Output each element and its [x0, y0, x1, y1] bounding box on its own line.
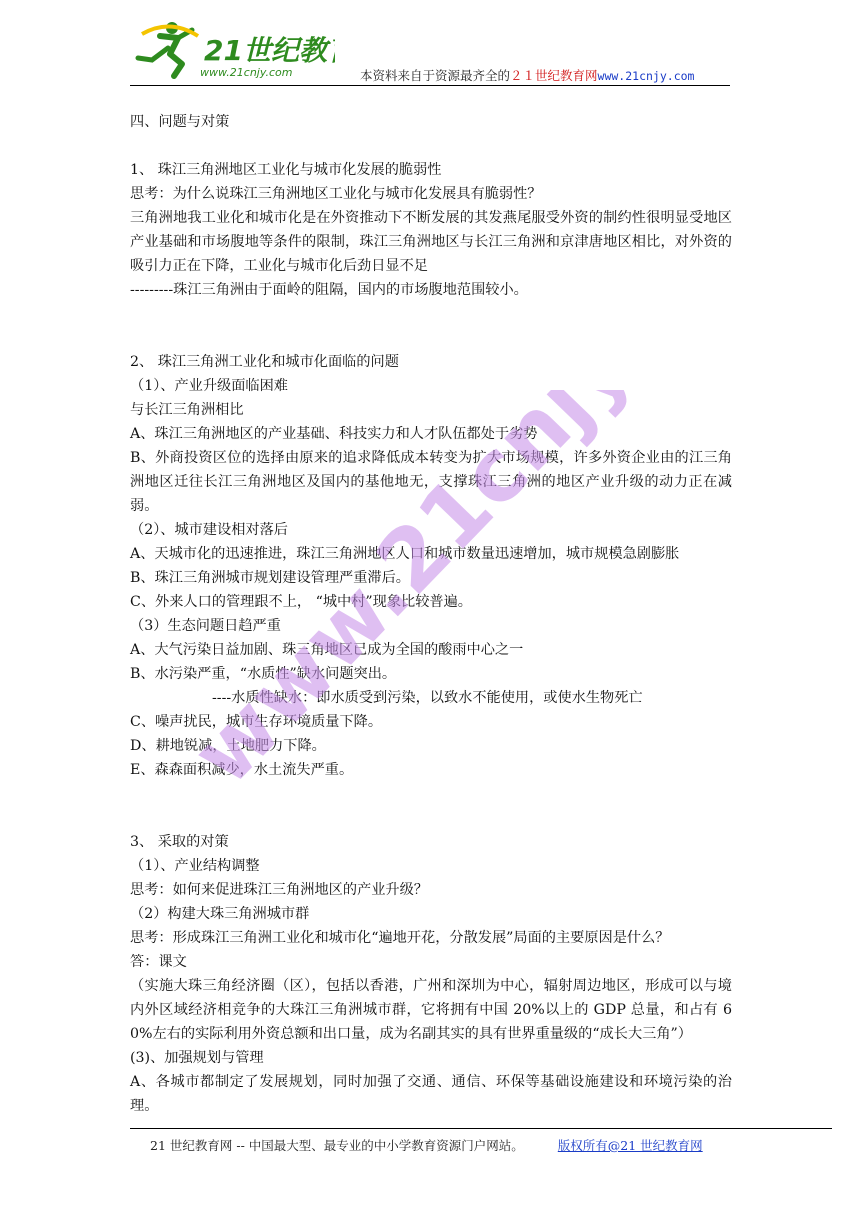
s2-title: 2、 珠江三角洲工业化和城市化面临的问题 [130, 354, 399, 370]
s2-1-compare: 与长江三角洲相比 [130, 402, 244, 418]
page-footer [150, 1136, 703, 1154]
s3-1-think: 思考：如何来促进珠江三角洲地区的产业升级？ [130, 882, 428, 898]
s2-3-a: A、大气污染日益加剧、珠三角地区已成为全国的酸雨中心之一 [130, 642, 524, 658]
header-divider [130, 85, 730, 86]
s2-2-b: B、珠江三角洲城市规划建设管理严重滞后。 [130, 570, 410, 586]
page-header [130, 14, 730, 88]
s3-3-heading: (3)、加强规划与管理 [130, 1050, 264, 1066]
header-url-link[interactable]: www.21cnjy.com [597, 69, 695, 83]
watermark-text: www.21cnjy.com [173, 390, 690, 805]
s2-2-a: A、天城市化的迅速推进，珠江三角洲地区人口和城市数量迅速增加，城市规模急剧膨胀 [130, 546, 680, 562]
s3-title: 3、 采取的对策 [130, 834, 229, 850]
s2-1-a: A、珠江三角洲地区的产业基础、科技实力和人才队伍都处于劣势 [130, 426, 538, 442]
s3-2-think: 思考：形成珠江三角洲工业化和城市化“遍地开花，分散发展”局面的主要原因是什么？ [130, 930, 670, 946]
s3-2-answer: 答：课文 [130, 954, 187, 970]
s2-3-heading: （3）生态问题日趋严重 [130, 618, 281, 634]
s3-1-heading: （1）、产业结构调整 [130, 858, 260, 874]
header-brand[interactable]: ２１世纪教育网 [510, 68, 598, 83]
s3-3-a: A、各城市都制定了发展规划，同时加强了交通、通信、环保等基础设施建设和环境污染的治理。 [130, 1074, 732, 1114]
section-title: 四、问题与对策 [130, 114, 230, 130]
header-note-prefix: 本资料来自于资源最齐全的 [360, 68, 511, 83]
s2-3-c: C、噪声扰民，城市生存环境质量下降。 [130, 714, 383, 730]
logo-graphic [130, 14, 335, 86]
s2-1-b: B、外商投资区位的选择由原来的追求降低成本转变为扩大市场规模，许多外资企业由的江三角洲地区迁往长江三角洲地区及国内的基他地无，支撑珠江三角洲的地区产业升级的动力正在减弱。 [130, 450, 732, 514]
s1-note: ---------珠江三角洲由于面岭的阻隔，国内的市场腹地范围较小。 [130, 282, 528, 298]
s2-3-d: D、耕地锐减，土地肥力下降。 [130, 738, 326, 754]
s2-3-b-note: ----水质性缺水：即水质受到污染，以致水不能使用，或使水生物死亡 [212, 690, 643, 706]
copyright-link[interactable]: 版权所有@21 世纪教育网 [557, 1138, 703, 1153]
document-body [130, 110, 732, 1118]
s2-3-e: E、森森面积减少，水土流失严重。 [130, 762, 354, 778]
s3-2-paragraph: （实施大珠三角经济圈（区），包括以香港，广州和深圳为中心，辐射周边地区，形成可以与境内外区域经济相竞争的大珠江三角洲城市群，它将拥有中国 20%以上的 GDP 总量，和占有 60%左右的实际利用外资总额和出口量，成为名副其实的具有世界重量级的“成长大三角”） [130, 978, 732, 1042]
s1-paragraph: 三角洲地我工业化和城市化是在外资推动下不断发展的其发燕尾服受外资的制约性很明显受地区产业基础和市场腹地等条件的限制，珠江三角洲地区与长江三角洲和京津唐地区相比，对外资的吸引力正在下降，工业化与城市化后劲日显不足 [130, 210, 732, 274]
s2-3-b: B、水污染严重，“水质性”缺水问题突出。 [130, 666, 397, 682]
site-logo[interactable] [130, 14, 335, 86]
s2-2-c: C、外来人口的管理跟不上， “城中村”现象比较普遍。 [130, 594, 472, 610]
s2-2-heading: （2）、城市建设相对落后 [130, 522, 288, 538]
logo-url: www.21cnjy.com [200, 66, 293, 79]
header-note [360, 66, 694, 84]
footer-divider [130, 1128, 832, 1129]
logo-text: 21世纪教 [204, 34, 327, 67]
s3-2-heading: （2）构建大珠三角洲城市群 [130, 906, 310, 922]
footer-text: 21 世纪教育网 -- 中国最大型、最专业的中小学教育资源门户网站。 [150, 1138, 524, 1153]
s1-title: 1、 珠江三角洲地区工业化与城市化发展的脆弱性 [130, 162, 442, 178]
s1-think: 思考：为什么说珠江三角洲地区工业化与城市化发展具有脆弱性？ [130, 186, 542, 202]
s2-1-heading: （1）、产业升级面临困难 [130, 378, 288, 394]
